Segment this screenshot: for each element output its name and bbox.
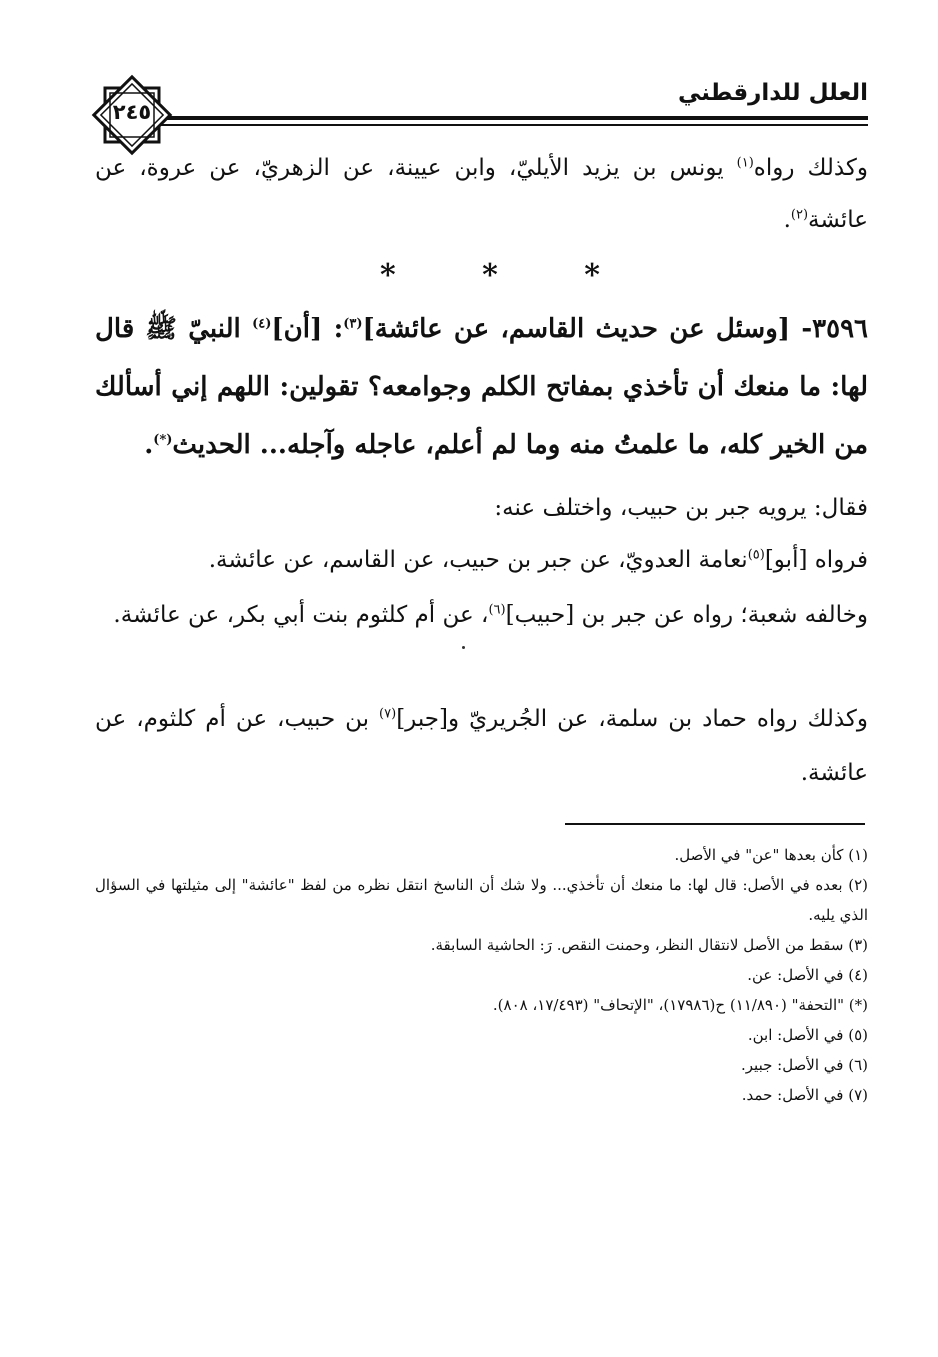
text-run: وخالفه شعبة؛ رواه عن جبر بن [حبيب] [505,602,868,628]
separator-star: * [482,258,498,293]
text-run: : [أن] [271,314,344,344]
footnote: (٧) في الأصل: حمد. [741,1086,868,1104]
paragraph-4 [95,534,868,586]
footnote: (*) "التحفة" (١١/٨٩٠) ح(١٧٩٨٦)، "الإتحاف" (١٧/٤٩٣، ٨٠٨). [492,996,868,1014]
text-run: . [783,207,791,233]
text-run: بن حبيب، عن أم كلثوم، عن عائشة. [95,706,868,786]
footnote-ref-5: (٥) [747,547,765,563]
footnote-ref-7: (٧) [379,706,397,722]
text-run: نعامة العدويّ، عن جبر بن حبيب، عن القاسم، عن عائشة. [208,547,748,573]
text-run: فرواه [أبو] [764,547,868,573]
footnote: (٢) بعده في الأصل: قال لها: ما منعك أن تأخذي... ولا شك أن الناسخ انتقل نظره من لفظ "عائشة" إلى مثيلتها في السؤال الذي يليه. [95,876,868,924]
stray-mark [462,646,465,649]
header-rule-thick [160,116,868,120]
page-number: ٢٤٥ [112,100,152,124]
footnote-separator [565,823,865,825]
paragraph-3: فقال: يرويه جبر بن حبيب، واختلف عنه: [494,495,868,521]
text-run: . [144,430,154,460]
footnote-ref-3: (٣) [343,316,363,332]
footnote: (٤) في الأصل: عن. [747,966,868,984]
text-run: وكذلك رواه [753,155,868,181]
footnote-ref-4: (٤) [252,316,272,332]
paragraph-6 [95,692,868,800]
footnote: (٣) سقط من الأصل لانتقال النظر، وحمنت النقص. رَ: الحاشية السابقة. [430,936,868,954]
text-run: النبيّ ﷺ قال لها: ما منعك أن تأخذي بمفاتح الكلم وجوامعه؟ تقولين: اللهم إني أسألك من الخير كله، ما علمتُ منه وما لم أعلم، عاجله وآجله... الحديث [95,314,868,460]
footnote-ref-star: (*) [153,432,173,448]
hadith-question-paragraph [95,300,868,474]
text-run: وكذلك رواه حماد بن سلمة، عن الجُريريّ و[جبر] [396,706,868,732]
separator-star: * [584,258,600,293]
footnote: (٦) في الأصل: جبير. [741,1056,868,1074]
footnote-ref-6: (٦) [488,602,506,618]
footnote-ref-2: (٢) [790,207,809,223]
running-header-title: العلل للدارقطني [678,80,868,106]
footnote: (٥) في الأصل: ابن. [747,1026,868,1044]
footnotes [95,840,868,1110]
section-separator [380,258,600,293]
paragraph-5 [95,588,868,642]
footnote: (١) كأن بعدها "عن" في الأصل. [674,846,868,864]
text-run: ٣٥٩٦- [وسئل عن حديث القاسم، عن عائشة] [362,314,869,344]
text-run: يونس بن يزيد الأيليّ، وابن عيينة، عن الزهريّ، عن عروة، عن عائشة [95,155,868,233]
header-rule-thin [160,124,868,126]
paragraph-1 [95,142,868,246]
separator-star: * [380,258,396,293]
footnote-ref-1: (١) [736,155,754,171]
text-run: ، عن أم كلثوم بنت أبي بكر، عن عائشة. [113,602,489,628]
